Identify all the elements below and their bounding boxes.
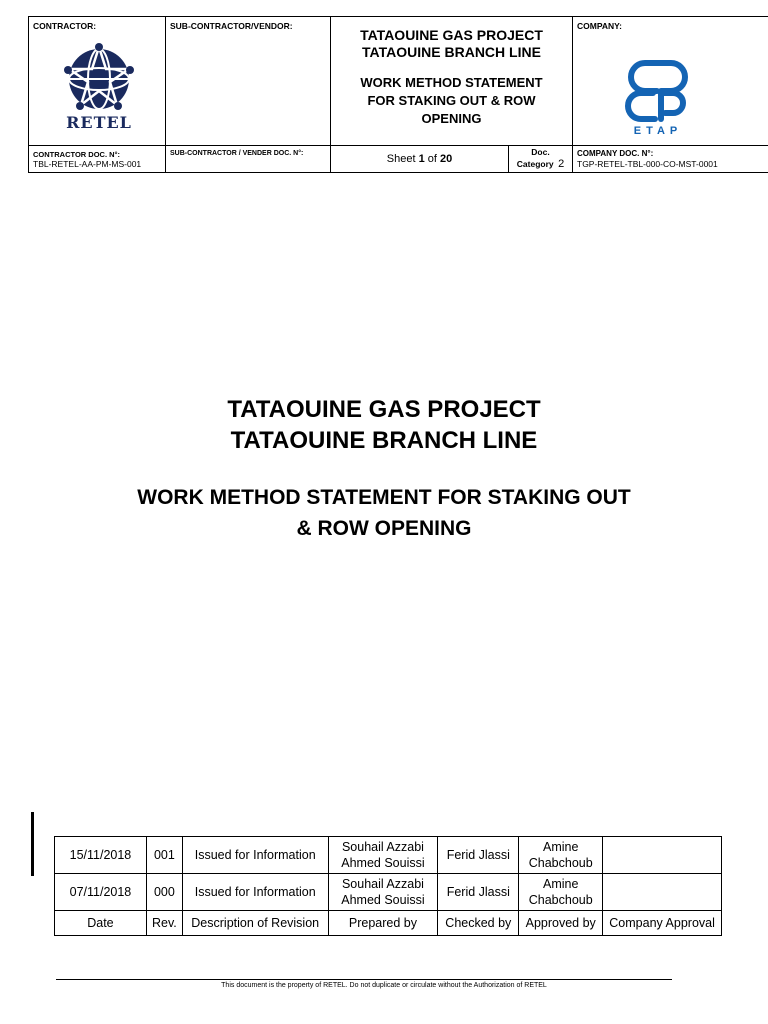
retel-logo-text: RETEL (66, 113, 132, 132)
contractor-doc-cell (29, 146, 165, 172)
company-doc-cell (573, 146, 768, 172)
subcontractor-label: SUB-CONTRACTOR/VENDOR: (170, 21, 293, 31)
contractor-cell (29, 17, 165, 145)
company-doc-label: COMPANY DOC. N°: (577, 149, 654, 158)
doc-label: Doc. (531, 147, 550, 157)
revision-date: 07/11/2018 (55, 874, 147, 911)
title-branch: TATAOUINE BRANCH LINE (230, 427, 538, 454)
column-header-company-approval: Company Approval (603, 911, 722, 936)
subcontractor-cell (166, 17, 330, 145)
header-wms-line1: WORK METHOD STATEMENT (360, 75, 543, 90)
header-branch-line: TATAOUINE BRANCH LINE (362, 44, 541, 60)
revision-prepared-by (328, 837, 438, 874)
revision-company-approval (603, 874, 722, 911)
approver-name-line: Chabchoub (528, 893, 593, 907)
header-project-name: TATAOUINE GAS PROJECT (360, 27, 543, 43)
revision-description: Issued for Information (182, 837, 328, 874)
revision-checked-by: Ferid Jlassi (438, 874, 519, 911)
table-header-row (55, 911, 722, 936)
preparer-name: Souhail Azzabi (341, 840, 424, 854)
document-title (0, 394, 768, 456)
column-header-rev: Rev. (146, 911, 182, 936)
subcontractor-doc-label: SUB-CONTRACTOR / VENDER DOC. N°: (170, 150, 304, 157)
contractor-label: CONTRACTOR: (33, 21, 97, 31)
revision-date: 15/11/2018 (55, 837, 147, 874)
column-header-approved: Approved by (519, 911, 603, 936)
subcontractor-doc-cell (166, 146, 330, 172)
column-header-checked: Checked by (438, 911, 519, 936)
column-header-prepared: Prepared by (328, 911, 438, 936)
approver-name-line: Amine (543, 877, 579, 891)
preparer-name: Ahmed Souissi (341, 893, 425, 907)
category-value: 2 (558, 158, 565, 170)
sheet-cell (331, 146, 508, 172)
sheet-prefix: Sheet (386, 153, 416, 165)
sheet-current: 1 (418, 153, 425, 165)
preparer-name: Ahmed Souissi (341, 856, 425, 870)
etap-logo-text: ETAP (633, 125, 683, 137)
project-title-cell (331, 17, 572, 145)
header-wms-line3: OPENING (421, 111, 482, 126)
company-cell (573, 17, 768, 145)
category-cell (509, 146, 572, 172)
revision-approved-by (519, 874, 603, 911)
category-label: Category (516, 159, 554, 169)
revision-approved-by (519, 837, 603, 874)
approver-name-line: Chabchoub (528, 856, 593, 870)
subtitle-line2: & ROW OPENING (296, 517, 472, 540)
header-wms-line2: FOR STAKING OUT & ROW (367, 93, 536, 108)
contractor-doc-label: CONTRACTOR DOC. N°: (33, 150, 121, 159)
document-subtitle (0, 482, 768, 544)
footer-divider (56, 979, 672, 980)
etap-emblem-icon (623, 57, 693, 123)
title-project: TATAOUINE GAS PROJECT (227, 396, 541, 423)
revision-description: Issued for Information (182, 874, 328, 911)
sheet-of: of (427, 153, 437, 165)
approver-name-line: Amine (543, 840, 579, 854)
revision-bar (31, 812, 34, 876)
etap-logo (623, 57, 693, 143)
column-header-date: Date (55, 911, 147, 936)
retel-logo (59, 43, 139, 133)
revision-company-approval (603, 837, 722, 874)
column-header-description: Description of Revision (182, 911, 328, 936)
contractor-doc-number: TBL-RETEL-AA-PM-MS-001 (33, 159, 142, 169)
retel-globe-icon (59, 43, 139, 115)
preparer-name: Souhail Azzabi (341, 877, 424, 891)
company-doc-number: TGP-RETEL-TBL-000-CO-MST-0001 (577, 159, 718, 169)
footer-note: This document is the property of RETEL. Do not duplicate or circulate without the Authorization of RETEL (221, 982, 547, 989)
revision-number: 001 (146, 837, 182, 874)
document-header (28, 16, 768, 173)
table-row (55, 837, 722, 874)
table-row (55, 874, 722, 911)
revision-checked-by: Ferid Jlassi (438, 837, 519, 874)
company-label: COMPANY: (577, 21, 623, 31)
revision-number: 000 (146, 874, 182, 911)
subtitle-line1: WORK METHOD STATEMENT FOR STAKING OUT (137, 486, 631, 509)
sheet-total: 20 (440, 153, 453, 165)
revision-table (54, 836, 722, 936)
revision-prepared-by (328, 874, 438, 911)
